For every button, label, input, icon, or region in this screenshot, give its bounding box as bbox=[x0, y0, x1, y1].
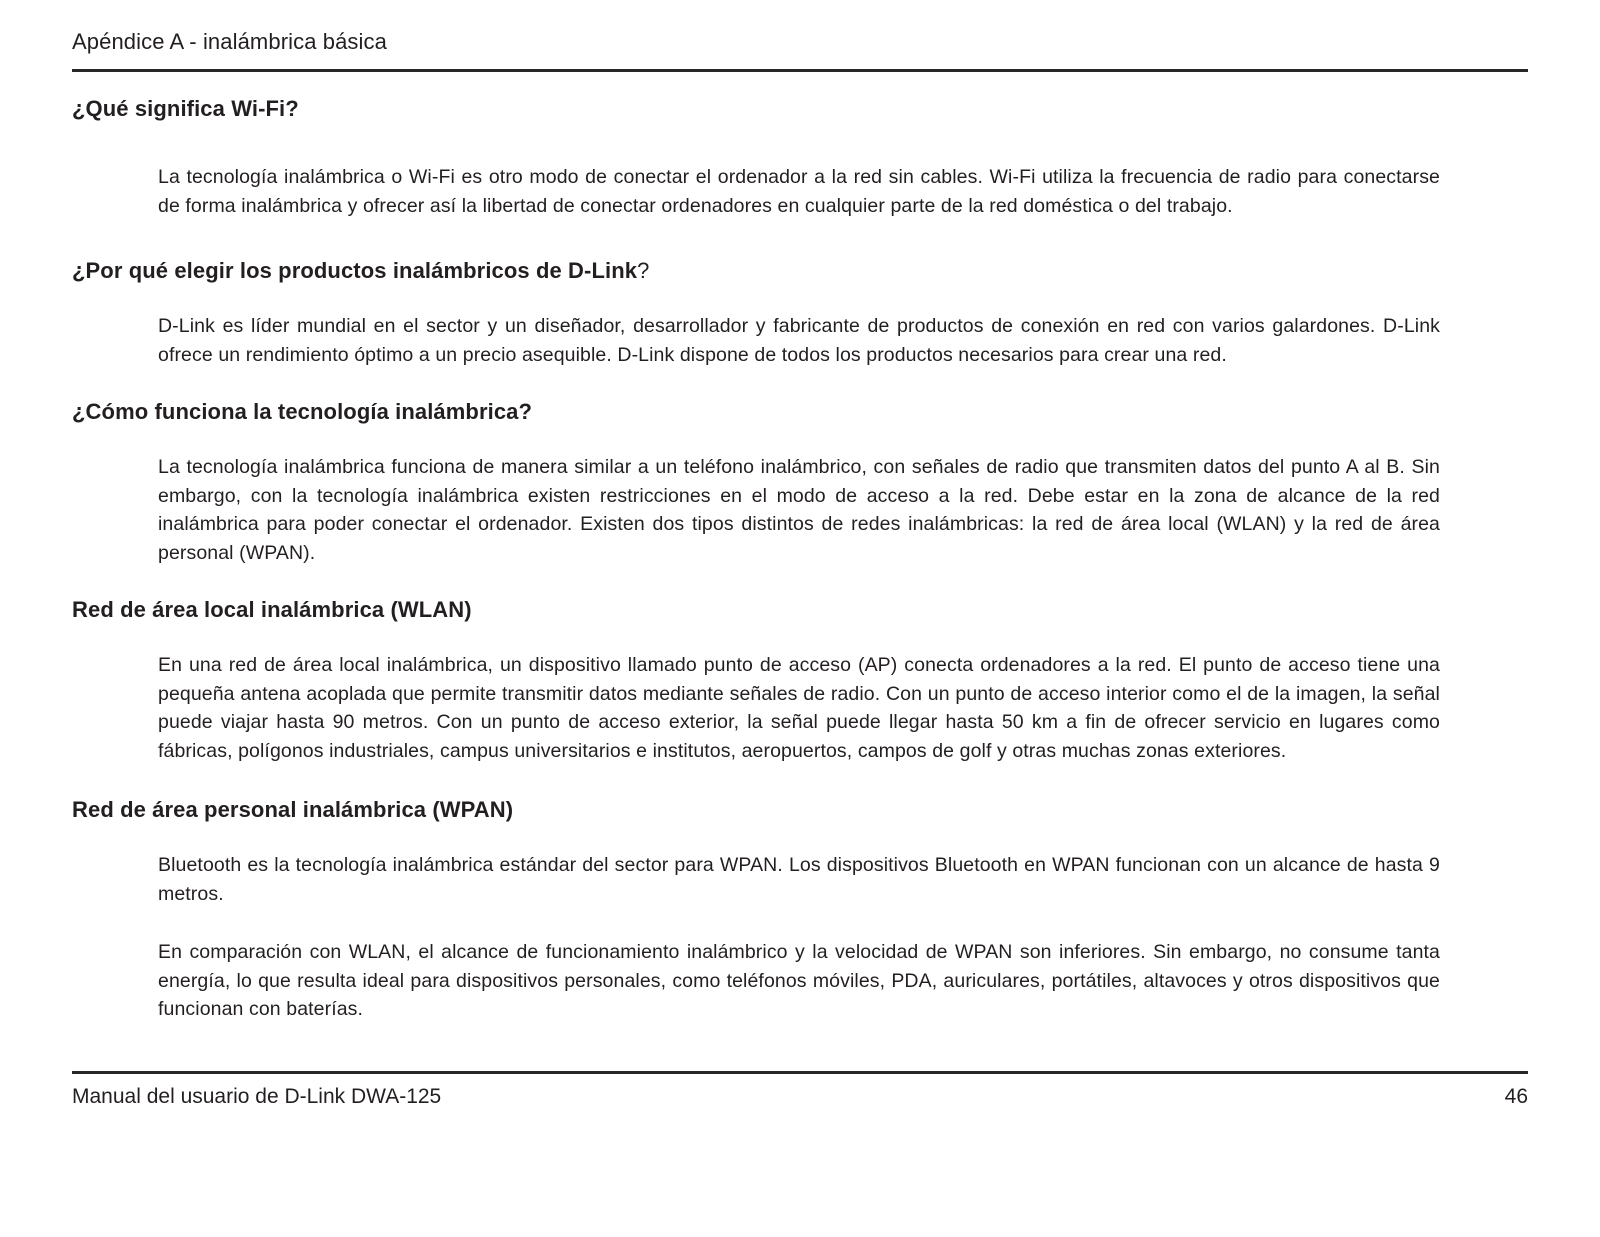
section-que-significa-wifi bbox=[72, 95, 1528, 220]
section-wpan bbox=[72, 796, 1528, 1024]
paragraph: Bluetooth es la tecnología inalámbrica estándar del sector para WPAN. Los dispositivos Bluetooth en WPAN funcionan con un alcance de hasta 9 metros. bbox=[158, 854, 1440, 905]
section-heading-suffix: ? bbox=[637, 258, 650, 283]
paragraph: D-Link es líder mundial en el sector y un diseñador, desarrollador y fabricante de productos de conexión en red con varios galardones. D-Link ofrece un rendimiento óptimo a un precio asequible. D-Link dispone de todos los productos necesarios para crear una red. bbox=[158, 315, 1440, 366]
footer-divider bbox=[72, 1071, 1528, 1074]
paragraph: En una red de área local inalámbrica, un dispositivo llamado punto de acceso (AP) conecta ordenadores a la red. El punto de acceso tiene una pequeña antena acoplada que permite transmitir datos mediante señales de radio. Con un punto de acceso interior como el de la imagen, la señal puede viajar hasta 90 metros. Con un punto de acceso exterior, la señal puede llegar hasta 50 km a fin de ofrecer servicio en lugares como fábricas, polígonos industriales, campus universitarios e institutos, aeropuertos, campos de golf y otras muchas zonas exteriores. bbox=[158, 654, 1440, 762]
section-por-que-elegir-dlink bbox=[72, 257, 1528, 369]
section-heading-text: ¿Cómo funciona la tecnología inalámbrica? bbox=[72, 399, 533, 424]
page-number: 46 bbox=[1504, 1084, 1528, 1108]
section-heading bbox=[72, 796, 1528, 824]
section-heading-text: Red de área personal inalámbrica (WPAN) bbox=[72, 797, 514, 822]
section-heading bbox=[72, 257, 1528, 285]
paragraph: La tecnología inalámbrica funciona de manera similar a un teléfono inalámbrico, con señales de radio que transmiten datos del punto A al B. Sin embargo, con la tecnología inalámbrica existen restricciones en el modo de acceso a la red. Debe estar en la zona de alcance de la red inalámbrica para poder conectar el ordenador. Existen dos tipos distintos de redes inalámbricas: la red de área local (WLAN) y la red de área personal (WPAN). bbox=[158, 456, 1440, 564]
header-appendix-title: Apéndice A - inalámbrica básica bbox=[72, 29, 387, 54]
section-heading-text: ¿Qué significa Wi-Fi? bbox=[72, 96, 299, 121]
paragraph: La tecnología inalámbrica o Wi-Fi es otro modo de conectar el ordenador a la red sin cables. Wi-Fi utiliza la frecuencia de radio para conectarse de forma inalámbrica y ofrecer así la libertad de conectar ordenadores en cualquier parte de la red doméstica o del trabajo. bbox=[158, 166, 1440, 217]
footer-manual-title: Manual del usuario de D-Link DWA-125 bbox=[72, 1084, 442, 1108]
page-footer bbox=[72, 1084, 1528, 1110]
section-heading bbox=[72, 596, 1528, 624]
section-wlan bbox=[72, 596, 1528, 765]
section-heading-text: ¿Por qué elegir los productos inalámbricos de D-Link bbox=[72, 258, 638, 283]
section-heading bbox=[72, 95, 1528, 123]
header-divider bbox=[72, 69, 1528, 72]
section-heading bbox=[72, 398, 1528, 426]
paragraph: En comparación con WLAN, el alcance de funcionamiento inalámbrico y la velocidad de WPAN son inferiores. Sin embargo, no consume tanta energía, lo que resulta ideal para dispositivos personales, como teléfonos móviles, PDA, auriculares, portátiles, altavoces y otros dispositivos que funcionan con baterías. bbox=[158, 941, 1440, 1020]
section-heading-text: Red de área local inalámbrica (WLAN) bbox=[72, 597, 472, 622]
section-como-funciona bbox=[72, 398, 1528, 567]
